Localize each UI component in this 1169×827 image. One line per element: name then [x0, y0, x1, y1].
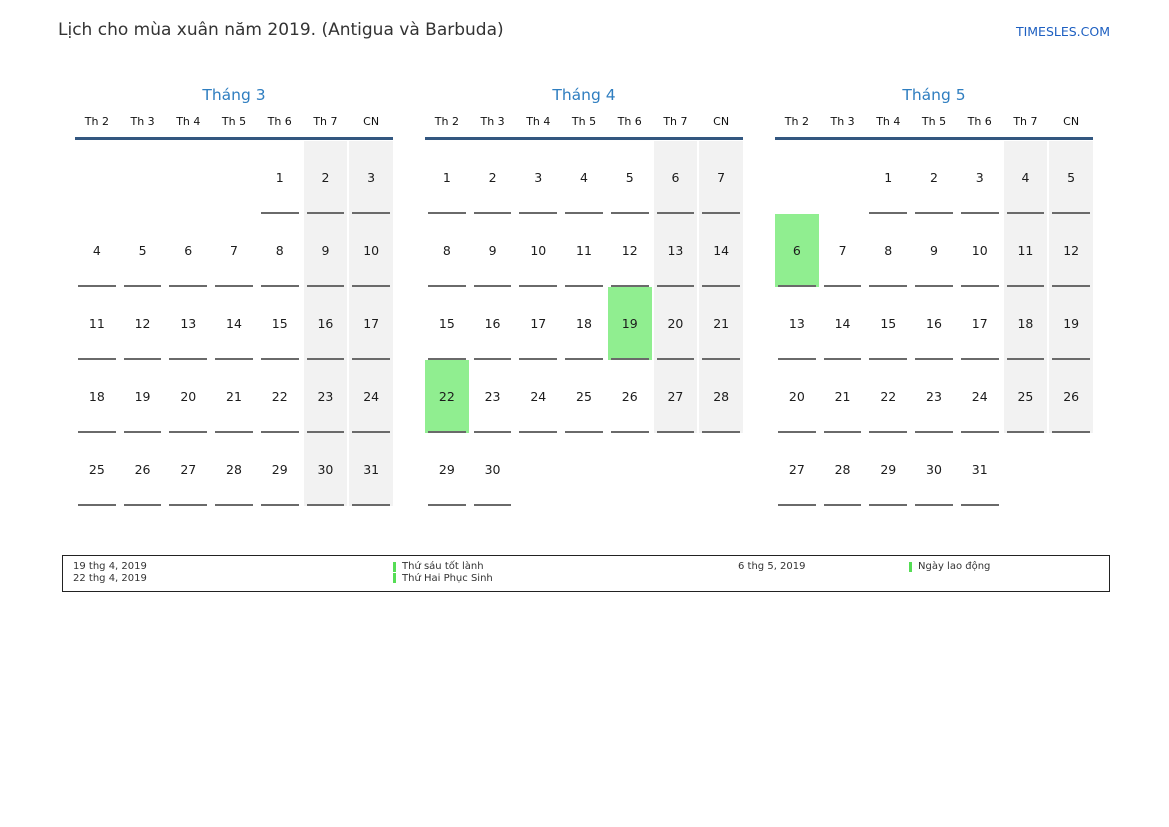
- day-cell: 26: [121, 433, 165, 506]
- weekday-label: Th 4: [176, 115, 201, 128]
- month-title: Tháng 3: [202, 86, 266, 104]
- day-cell: 14: [821, 287, 865, 360]
- day-cell: 31: [958, 433, 1002, 506]
- day-cell: 8: [258, 214, 302, 287]
- weekday-label: Th 3: [480, 115, 505, 128]
- day-cell: 23: [912, 360, 956, 433]
- weekday-label: Th 6: [617, 115, 642, 128]
- weekday-label: Th 4: [526, 115, 551, 128]
- day-cell: 5: [121, 214, 165, 287]
- day-cell: 11: [1004, 214, 1048, 287]
- day-cell: 8: [425, 214, 469, 287]
- day-cell: 20: [775, 360, 819, 433]
- day-cell: 2: [912, 141, 956, 214]
- day-cell: 5: [608, 141, 652, 214]
- calendar-month: [75, 84, 393, 506]
- day-cell: 21: [212, 360, 256, 433]
- weekday-label: Th 3: [830, 115, 855, 128]
- weekday-label: CN: [713, 115, 730, 128]
- day-cell: 25: [75, 433, 119, 506]
- weekday-label: Th 7: [663, 115, 688, 128]
- day-cell: 10: [349, 214, 393, 287]
- weekday-header-row: [75, 115, 393, 137]
- day-cell: 30: [304, 433, 348, 506]
- weekday-label: Th 7: [1013, 115, 1038, 128]
- holiday-name: Thứ Hai Phục Sinh: [402, 572, 493, 584]
- day-cell: 15: [425, 287, 469, 360]
- day-cell: 29: [425, 433, 469, 506]
- day-cell: 19: [1049, 287, 1093, 360]
- empty-cell: [562, 433, 606, 506]
- day-cell: 2: [304, 141, 348, 214]
- day-cell: 20: [166, 360, 210, 433]
- weekday-label: Th 5: [571, 115, 597, 128]
- day-cell: 16: [304, 287, 348, 360]
- day-cell: 22: [866, 360, 910, 433]
- legend-holiday: [393, 573, 738, 585]
- holiday-name: Thứ sáu tốt lành: [402, 561, 484, 572]
- day-cell: 29: [866, 433, 910, 506]
- day-cell: 26: [1049, 360, 1093, 433]
- empty-cell: [516, 433, 560, 506]
- day-cell: 11: [75, 287, 119, 360]
- day-cell: 17: [516, 287, 560, 360]
- empty-cell: [1049, 433, 1093, 506]
- header-divider-line: [75, 137, 393, 140]
- day-cell: 1: [866, 141, 910, 214]
- day-cell: 14: [699, 214, 743, 287]
- day-cell: 13: [166, 287, 210, 360]
- day-cell: 6: [654, 141, 698, 214]
- day-cell: 10: [958, 214, 1002, 287]
- day-cell: 17: [958, 287, 1002, 360]
- day-cell: 22: [425, 360, 469, 433]
- empty-cell: [121, 141, 165, 214]
- empty-cell: [699, 433, 743, 506]
- day-cell: 13: [654, 214, 698, 287]
- legend-holiday: [393, 561, 738, 573]
- day-cell: 10: [516, 214, 560, 287]
- day-cell: 25: [562, 360, 606, 433]
- holiday-marker-icon: [393, 573, 396, 583]
- legend-holiday: [909, 573, 1109, 585]
- holiday-marker-icon: [909, 562, 912, 572]
- site-link[interactable]: TIMESLES.COM: [1015, 24, 1110, 39]
- day-cell: 9: [471, 214, 515, 287]
- day-cell: 31: [349, 433, 393, 506]
- weekday-label: Th 4: [876, 115, 901, 128]
- day-cell: 7: [699, 141, 743, 214]
- day-cell: 30: [912, 433, 956, 506]
- weekday-label: CN: [363, 115, 380, 128]
- weekday-label: Th 6: [267, 115, 292, 128]
- day-cell: 28: [212, 433, 256, 506]
- calendar-month: [425, 84, 743, 506]
- holiday-marker-icon: [393, 562, 396, 572]
- holiday-legend: [62, 555, 1110, 592]
- day-cell: 1: [258, 141, 302, 214]
- weekday-label: Th 5: [221, 115, 247, 128]
- weekday-label: Th 3: [130, 115, 155, 128]
- day-cell: 4: [562, 141, 606, 214]
- day-cell: 5: [1049, 141, 1093, 214]
- day-cell: 18: [562, 287, 606, 360]
- day-cell: 28: [699, 360, 743, 433]
- day-cell: 27: [775, 433, 819, 506]
- month-grid: [425, 141, 743, 506]
- weekday-header-row: [425, 115, 743, 137]
- day-cell: 28: [821, 433, 865, 506]
- day-cell: 3: [516, 141, 560, 214]
- calendars: [75, 84, 1093, 506]
- day-cell: 13: [775, 287, 819, 360]
- day-cell: 29: [258, 433, 302, 506]
- empty-cell: [608, 433, 652, 506]
- day-cell: 23: [304, 360, 348, 433]
- day-cell: 23: [471, 360, 515, 433]
- month-grid: [775, 141, 1093, 506]
- day-cell: 12: [121, 287, 165, 360]
- day-cell: 24: [349, 360, 393, 433]
- calendar-month: [775, 84, 1093, 506]
- weekday-label: Th 2: [84, 115, 109, 128]
- empty-cell: [1004, 433, 1048, 506]
- day-cell: 19: [121, 360, 165, 433]
- legend-date: 19 thg 4, 2019: [73, 561, 147, 572]
- day-cell: 8: [866, 214, 910, 287]
- header-divider-line: [425, 137, 743, 140]
- day-cell: 7: [212, 214, 256, 287]
- weekday-label: CN: [1063, 115, 1080, 128]
- day-cell: 12: [1049, 214, 1093, 287]
- day-cell: 27: [166, 433, 210, 506]
- day-cell: 22: [258, 360, 302, 433]
- day-cell: 15: [258, 287, 302, 360]
- day-cell: 14: [212, 287, 256, 360]
- day-cell: 18: [1004, 287, 1048, 360]
- day-cell: 11: [562, 214, 606, 287]
- day-cell: 25: [1004, 360, 1048, 433]
- day-cell: 15: [866, 287, 910, 360]
- month-title: Tháng 4: [552, 86, 616, 104]
- day-cell: 4: [1004, 141, 1048, 214]
- day-cell: 18: [75, 360, 119, 433]
- empty-cell: [166, 141, 210, 214]
- holiday-name: Ngày lao động: [918, 561, 991, 572]
- day-cell: 3: [349, 141, 393, 214]
- legend-date: 6 thg 5, 2019: [738, 561, 806, 572]
- day-cell: 20: [654, 287, 698, 360]
- day-cell: 16: [912, 287, 956, 360]
- weekday-label: Th 7: [313, 115, 338, 128]
- month-title: Tháng 5: [902, 86, 966, 104]
- day-cell: 19: [608, 287, 652, 360]
- day-cell: 16: [471, 287, 515, 360]
- weekday-header-row: [775, 115, 1093, 137]
- day-cell: 9: [912, 214, 956, 287]
- day-cell: 1: [425, 141, 469, 214]
- day-cell: 6: [775, 214, 819, 287]
- day-cell: 24: [516, 360, 560, 433]
- day-cell: 21: [821, 360, 865, 433]
- day-cell: 7: [821, 214, 865, 287]
- day-cell: 9: [304, 214, 348, 287]
- day-cell: 27: [654, 360, 698, 433]
- day-cell: 4: [75, 214, 119, 287]
- empty-cell: [75, 141, 119, 214]
- weekday-label: Th 5: [921, 115, 947, 128]
- weekday-label: Th 6: [967, 115, 992, 128]
- day-cell: 26: [608, 360, 652, 433]
- weekday-label: Th 2: [434, 115, 459, 128]
- page-title: Lịch cho mùa xuân năm 2019. (Antigua và Barbuda): [58, 20, 504, 40]
- weekday-label: Th 2: [784, 115, 809, 128]
- empty-cell: [654, 433, 698, 506]
- empty-cell: [212, 141, 256, 214]
- header-divider-line: [775, 137, 1093, 140]
- legend-date: [738, 573, 909, 585]
- legend-date: 22 thg 4, 2019: [73, 572, 147, 584]
- month-grid: [75, 141, 393, 506]
- day-cell: 6: [166, 214, 210, 287]
- day-cell: 17: [349, 287, 393, 360]
- empty-cell: [775, 141, 819, 214]
- day-cell: 12: [608, 214, 652, 287]
- empty-cell: [821, 141, 865, 214]
- day-cell: 2: [471, 141, 515, 214]
- day-cell: 3: [958, 141, 1002, 214]
- legend-holiday: [909, 561, 1109, 573]
- day-cell: 30: [471, 433, 515, 506]
- day-cell: 21: [699, 287, 743, 360]
- day-cell: 24: [958, 360, 1002, 433]
